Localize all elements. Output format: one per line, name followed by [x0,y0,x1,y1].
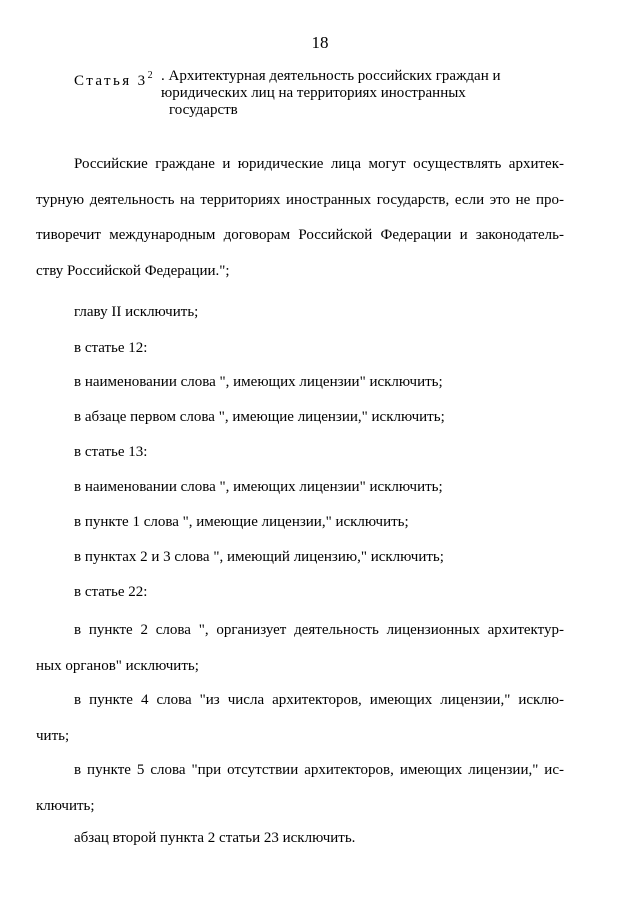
paragraph-line: тиворечит международным договорам Российской Федерации и законодатель- [36,227,564,243]
paragraph-line: ству Российской Федерации."; [36,262,230,279]
amendment-item: в пункте 1 слова ", имеющие лицензии," исключить; [74,514,409,530]
amendment-item: в абзаце первом слова ", имеющие лицензии," исключить; [74,409,445,425]
clause-22-point-5 [36,753,564,824]
amendment-item: в статье 13: [74,444,148,460]
final-amendment-item: абзац второй пункта 2 статьи 23 исключить. [74,830,356,846]
article-title-line: государств [169,102,238,118]
amendment-item: в пунктах 2 и 3 слова ", имеющий лицензию," исключить; [74,549,444,565]
article-title [161,68,521,119]
paragraph-line: чить; [36,727,70,744]
article-superscript: 2 [147,70,153,81]
paragraph-line: турную деятельность на территориях иностранных государств, если это не про- [36,191,564,208]
amendment-item: в статье 12: [74,340,148,356]
intro-paragraph [36,147,564,289]
article-heading [74,68,501,118]
clause-22-point-4 [36,683,564,754]
amendment-item: в наименовании слова ", имеющих лицензии" исключить; [74,374,443,390]
paragraph-line: ных органов" исключить; [36,657,199,674]
page-number: 18 [311,33,329,52]
amendment-item: в статье 22: [74,584,148,600]
article-title-line: юридических лиц на территориях иностранных [161,85,466,101]
paragraph-line: ключить; [36,797,95,814]
paragraph-line: в пункте 2 слова ", организует деятельность лицензионных архитектур- [74,622,564,638]
article-label: Статья $3^2$ [74,70,153,89]
paragraph-line: в пункте 4 слова "из числа архитекторов, имеющих лицензии," исклю- [74,692,564,708]
article-title-line: . Архитектурная деятельность российских граждан и [161,68,501,84]
amendment-item: главу II исключить; [74,304,199,320]
amendment-item: в наименовании слова ", имеющих лицензии" исключить; [74,479,443,495]
paragraph-line: в пункте 5 слова "при отсутствии архитекторов, имеющих лицензии," ис- [74,762,564,778]
paragraph-line: Российские граждане и юридические лица могут осуществлять архитек- [74,156,564,172]
clause-22-point-2 [36,613,564,684]
